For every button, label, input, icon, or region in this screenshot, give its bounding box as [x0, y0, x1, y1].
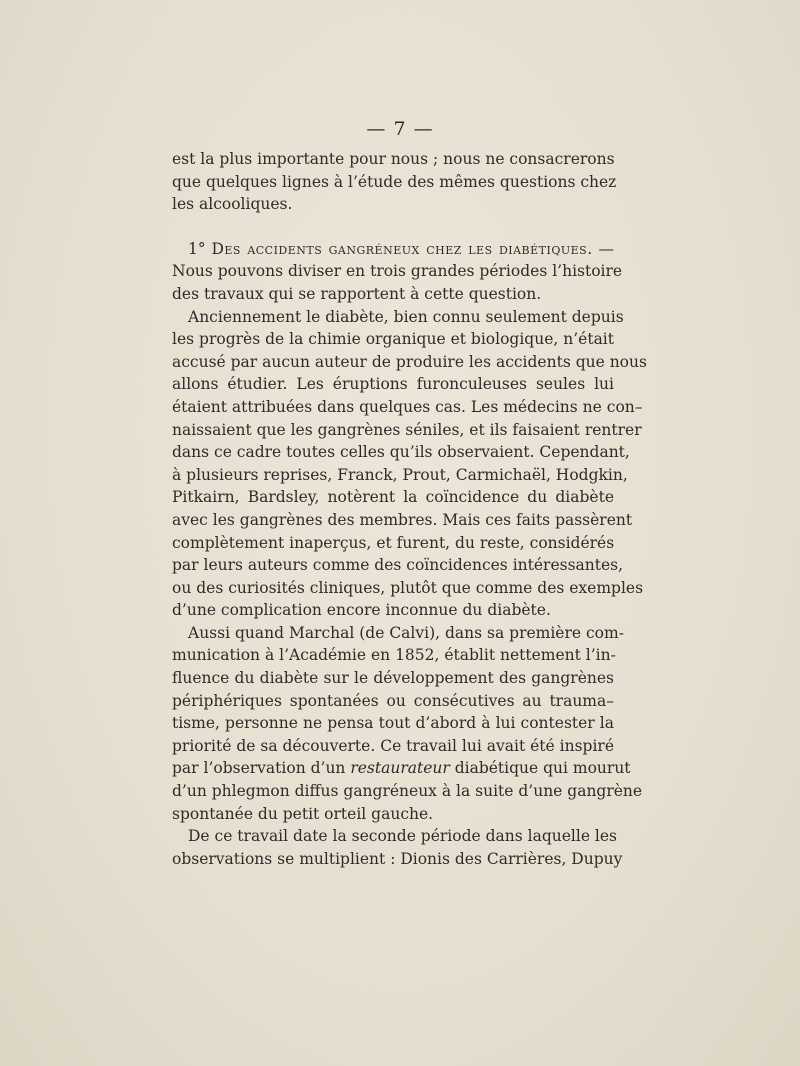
text-line: étaient attribuées dans quelques cas. Les médecins ne con– [172, 397, 643, 416]
text-line: périphériques spontanées ou consécutives au trauma– [172, 691, 614, 710]
text-line: accusé par aucun auteur de produire les accidents que nous [172, 352, 647, 371]
text-line: par l’observation d’un restaurateur diabétique qui mourut [172, 759, 631, 778]
text-line: Aussi quand Marchal (de Calvi), dans sa première com- [188, 623, 624, 642]
text-line: naissaient que les gangrènes séniles, et ils faisaient rentrer [172, 420, 642, 439]
text-line: les alcooliques. [172, 195, 293, 214]
text-line: spontanée du petit orteil gauche. [172, 804, 434, 823]
text-line: Nous pouvons diviser en trois grandes périodes l’histoire [172, 262, 623, 281]
text-line: avec les gangrènes des membres. Mais ces faits passèrent [172, 510, 633, 529]
text-line: priorité de sa découverte. Ce travail lui avait été inspiré [172, 736, 614, 755]
text-line: d’un phlegmon diffus gangréneux à la suite d’une gangrène [172, 782, 643, 801]
text-line: des travaux qui se rapportent à cette question. [172, 284, 542, 303]
text-line: les progrès de la chimie organique et biologique, n’était [172, 330, 614, 349]
text-line: tisme, personne ne pensa tout d’abord à lui contester la [172, 714, 614, 733]
text-line: d’une complication encore inconnue du diabète. [172, 601, 551, 620]
paragraph-gap [172, 216, 614, 238]
text-line: par leurs auteurs comme des coïncidences intéressantes, [172, 556, 624, 575]
text-line: De ce travail date la seconde période dans laquelle les [188, 827, 618, 846]
text-line: complètement inaperçus, et furent, du reste, considérés [172, 533, 615, 552]
text-line: munication à l’Académie en 1852, établit nettement l’in- [172, 646, 616, 665]
text-line: ou des curiosités cliniques, plutôt que comme des exemples [172, 578, 644, 597]
text-line: est la plus importante pour nous ; nous ne consacrerons [172, 150, 615, 168]
text-line: 1° Des accidents gangréneux chez les diabétiques. — [188, 239, 614, 258]
text-block [172, 148, 647, 870]
text-line: fluence du diabète sur le développement des gangrènes [172, 669, 614, 688]
text-line: dans ce cadre toutes celles qu’ils observaient. Cependant, [172, 443, 630, 462]
text-line: à plusieurs reprises, Franck, Prout, Carmichaël, Hodgkin, [172, 465, 628, 484]
page-number: — 7 — [366, 118, 434, 140]
text-line: que quelques lignes à l’étude des mêmes questions chez [172, 172, 617, 191]
text-line: Pitkairn, Bardsley, notèrent la coïncidence du diabète [172, 488, 614, 507]
text-line: Anciennement le diabète, bien connu seulement depuis [188, 307, 624, 326]
text-line: allons étudier. Les éruptions furonculeuses seules lui [172, 375, 614, 394]
text-line: observations se multiplient : Dionis des Carrières, Dupuy [172, 849, 623, 868]
